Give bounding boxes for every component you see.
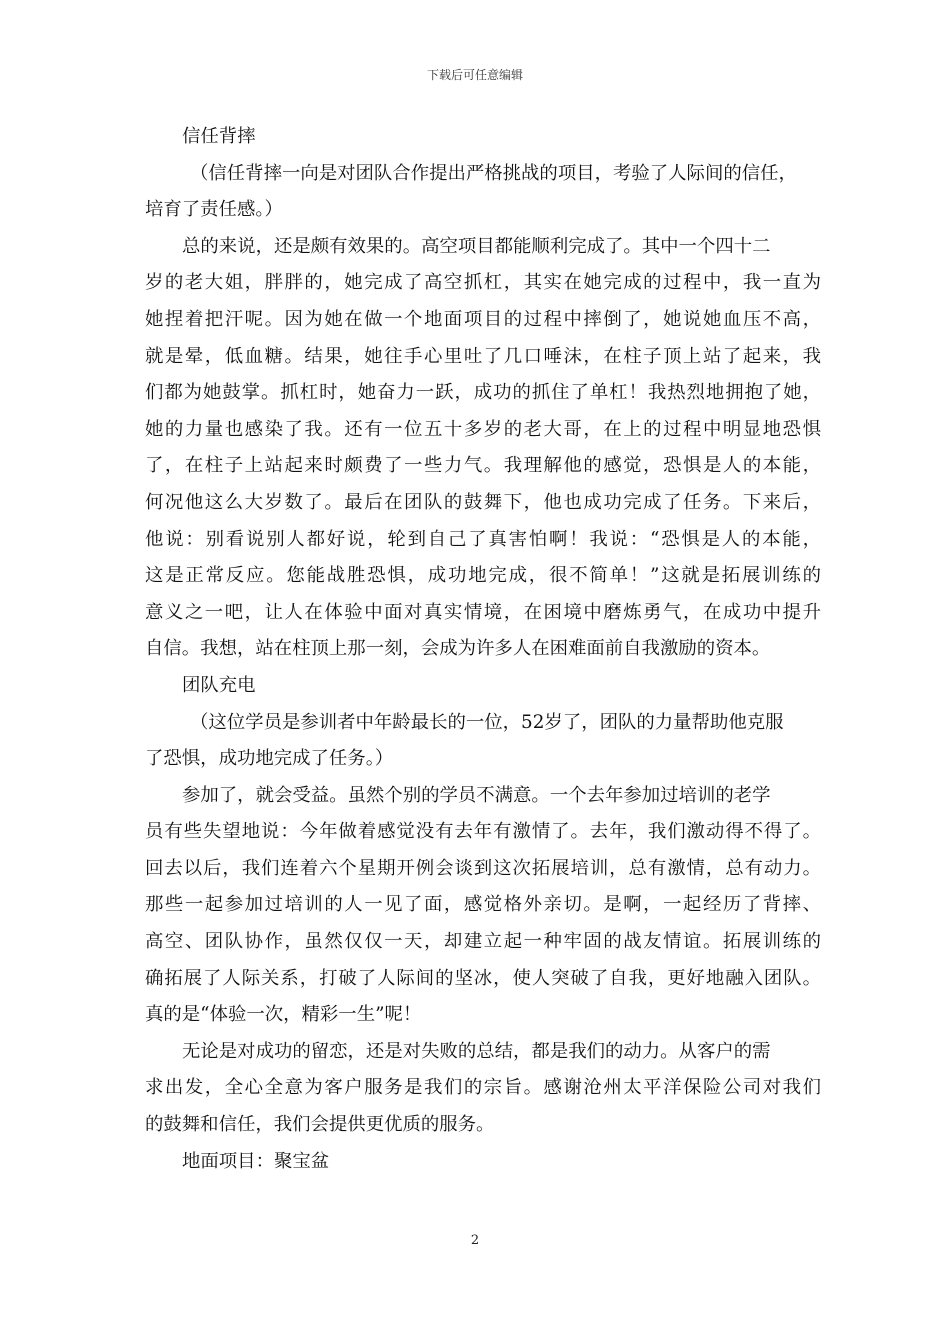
text-line: 了恐惧，成功地完成了任务。） — [145, 748, 394, 770]
page-number: 2 — [470, 1233, 480, 1248]
text-line: 这是正常反应。您能战胜恐惧，成功地完成，很不简单！”这就是拓展训练的 — [145, 565, 821, 587]
text-line: 参加了，就会受益。虽然个别的学员不满意。一个去年参加过培训的老学 — [182, 784, 771, 806]
text-line: 意义之一吧，让人在体验中面对真实情境，在困境中磨炼勇气，在成功中提升 — [145, 601, 821, 623]
text-line: 她捏着把汗呢。因为她在做一个地面项目的过程中摔倒了，她说她血压不高， — [145, 308, 821, 330]
text-line: 信任背摔 — [182, 126, 256, 147]
text-line: 无论是对成功的留恋，还是对失败的总结，都是我们的动力。从客户的需 — [182, 1040, 771, 1062]
text-line: 的鼓舞和信任，我们会提供更优质的服务。 — [145, 1114, 495, 1136]
text-line: 了，在柱子上站起来时颇费了一些力气。我理解他的感觉，恐惧是人的本能， — [145, 455, 821, 477]
text-line: 总的来说，还是颇有效果的。高空项目都能顺利完成了。其中一个四十二 — [182, 235, 771, 257]
text-line: 求出发，全心全意为客户服务是我们的宗旨。感谢沧州太平洋保险公司对我们 — [145, 1077, 821, 1099]
text-line: （信任背摔一向是对团队合作提出严格挑战的项目，考验了人际间的信任， — [190, 162, 797, 184]
text-line: 培育了责任感。） — [145, 199, 283, 221]
text-line: 高空、团队协作，虽然仅仅一天，却建立起一种牢固的战友情谊。拓展训练的 — [145, 931, 821, 953]
text-line: 岁的老大姐，胖胖的，她完成了高空抓杠，其实在她完成的过程中，我一直为 — [145, 272, 821, 294]
text-line: 回去以后，我们连着六个星期开例会谈到这次拓展培训，总有激情，总有动力。 — [145, 857, 821, 879]
text-line: 地面项目：聚宝盆 — [182, 1150, 330, 1172]
text-line: 员有些失望地说：今年做着感觉没有去年有激情了。去年，我们激动得不得了。 — [145, 821, 821, 843]
text-line: 他说：别看说别人都好说，轮到自己了真害怕啊！我说：“恐惧是人的本能， — [145, 528, 821, 550]
text-line: 们都为她鼓掌。抓杠时，她奋力一跃，成功的抓住了单杠！我热烈地拥抱了她， — [145, 382, 821, 404]
page-header: 下载后可任意编辑 — [426, 68, 523, 82]
text-line: 就是晕，低血糖。结果，她往手心里吐了几口唾沫，在柱子顶上站了起来，我 — [145, 345, 821, 367]
text-line: 确拓展了人际关系，打破了人际间的坚冰，使人突破了自我，更好地融入团队。 — [145, 967, 821, 989]
text-line: 何况他这么大岁数了。最后在团队的鼓舞下，他也成功完成了任务。下来后， — [145, 491, 821, 513]
text-line: 团队充电 — [182, 674, 256, 696]
text-line: 真的是“体验一次，精彩一生”呢！ — [145, 1004, 422, 1026]
text-line: 自信。我想，站在柱顶上那一刻，会成为许多人在困难面前自我激励的资本。 — [145, 638, 771, 660]
text-line: 那些一起参加过培训的人一见了面，感觉格外亲切。是啊，一起经历了背摔、 — [145, 894, 821, 916]
text-line: 她的力量也感染了我。还有一位五十多岁的老大哥，在上的过程中明显地恐惧 — [145, 418, 821, 440]
text-line: （这位学员是参训者中年龄最长的一位，52岁了，团队的力量帮助他克服 — [190, 711, 784, 733]
document-body — [145, 119, 821, 1180]
